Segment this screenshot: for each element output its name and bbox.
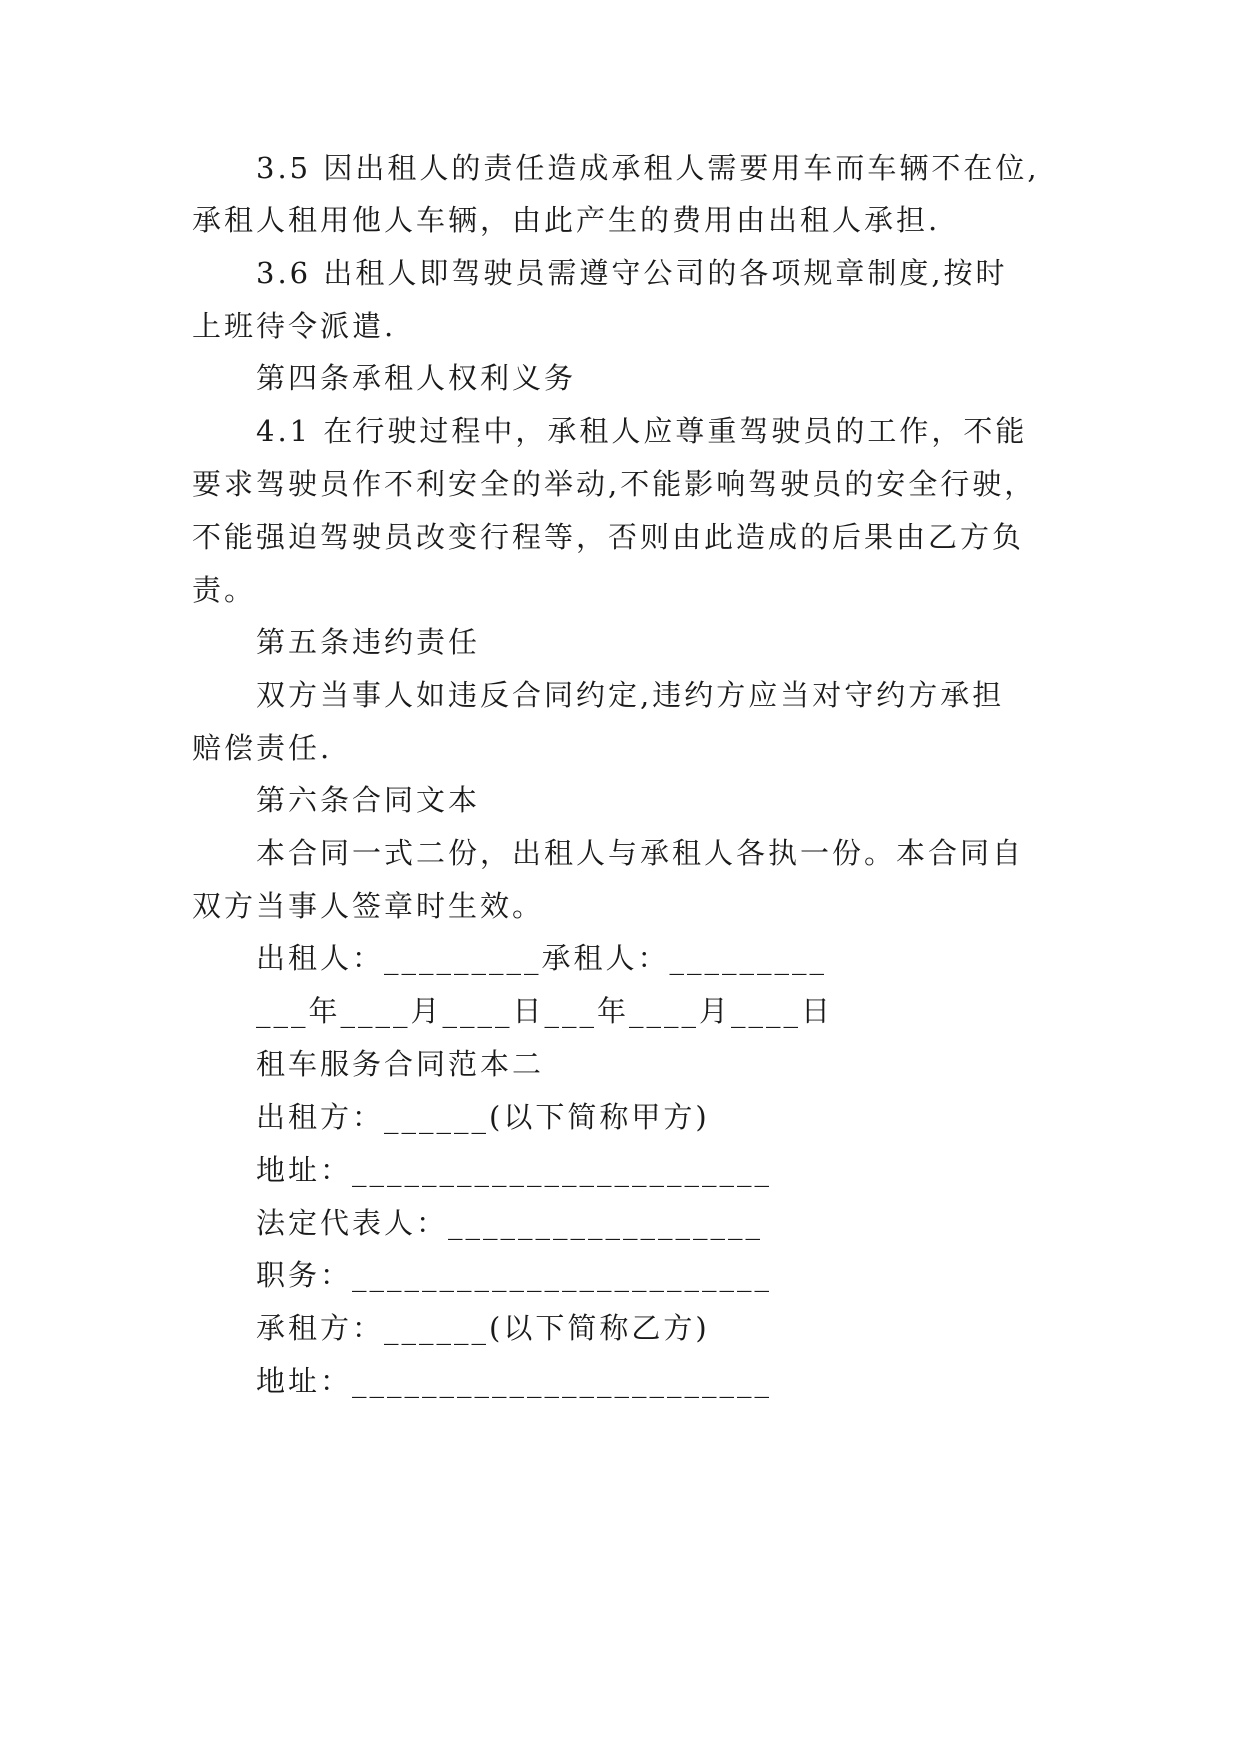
article-4-heading: 第四条承租人权利义务 [256,361,577,395]
lessee-field: 承租方：______(以下简称乙方) [256,1311,710,1345]
signature-line: 出租人：_________承租人：_________ [256,941,828,975]
article-6-heading: 第六条合同文本 [256,783,481,817]
position-field: 职务：________________________ [256,1258,773,1292]
clause-3-6-line-1: 3.6 出租人即驾驶员需遵守公司的各项规章制度,按时 [256,256,1008,290]
legal-representative-field: 法定代表人：__________________ [256,1206,764,1240]
article-6-line-2: 双方当事人签章时生效。 [192,889,545,923]
clause-3-5-line-2: 承租人租用他人车辆，由此产生的费用由出租人承担. [192,203,941,237]
lessor-address-field: 地址：________________________ [256,1153,773,1187]
article-5-line-2: 赔偿责任. [192,731,333,765]
clause-4-1-line-2: 要求驾驶员作不利安全的举动,不能影响驾驶员的安全行驶， [192,467,1037,501]
clause-4-1-line-1: 4.1 在行驶过程中，承租人应尊重驾驶员的工作，不能 [256,414,1028,448]
template-2-title: 租车服务合同范本二 [256,1047,545,1081]
article-5-line-1: 双方当事人如违反合同约定,违约方应当对守约方承担 [256,678,1005,712]
article-6-line-1: 本合同一式二份，出租人与承租人各执一份。本合同自 [256,836,1025,870]
clause-4-1-line-4: 责。 [192,573,257,607]
lessor-field: 出租方：______(以下简称甲方) [256,1100,710,1134]
article-5-heading: 第五条违约责任 [256,625,481,659]
date-line: ___年____月____日___年____月____日 [256,994,834,1028]
lessee-address-field: 地址：________________________ [256,1364,773,1398]
clause-3-6-line-2: 上班待令派遣. [192,309,397,343]
clause-3-5-line-1: 3.5 因出租人的责任造成承租人需要用车而车辆不在位, [256,151,1040,185]
clause-4-1-line-3: 不能强迫驾驶员改变行程等，否则由此造成的后果由乙方负 [192,520,1025,554]
